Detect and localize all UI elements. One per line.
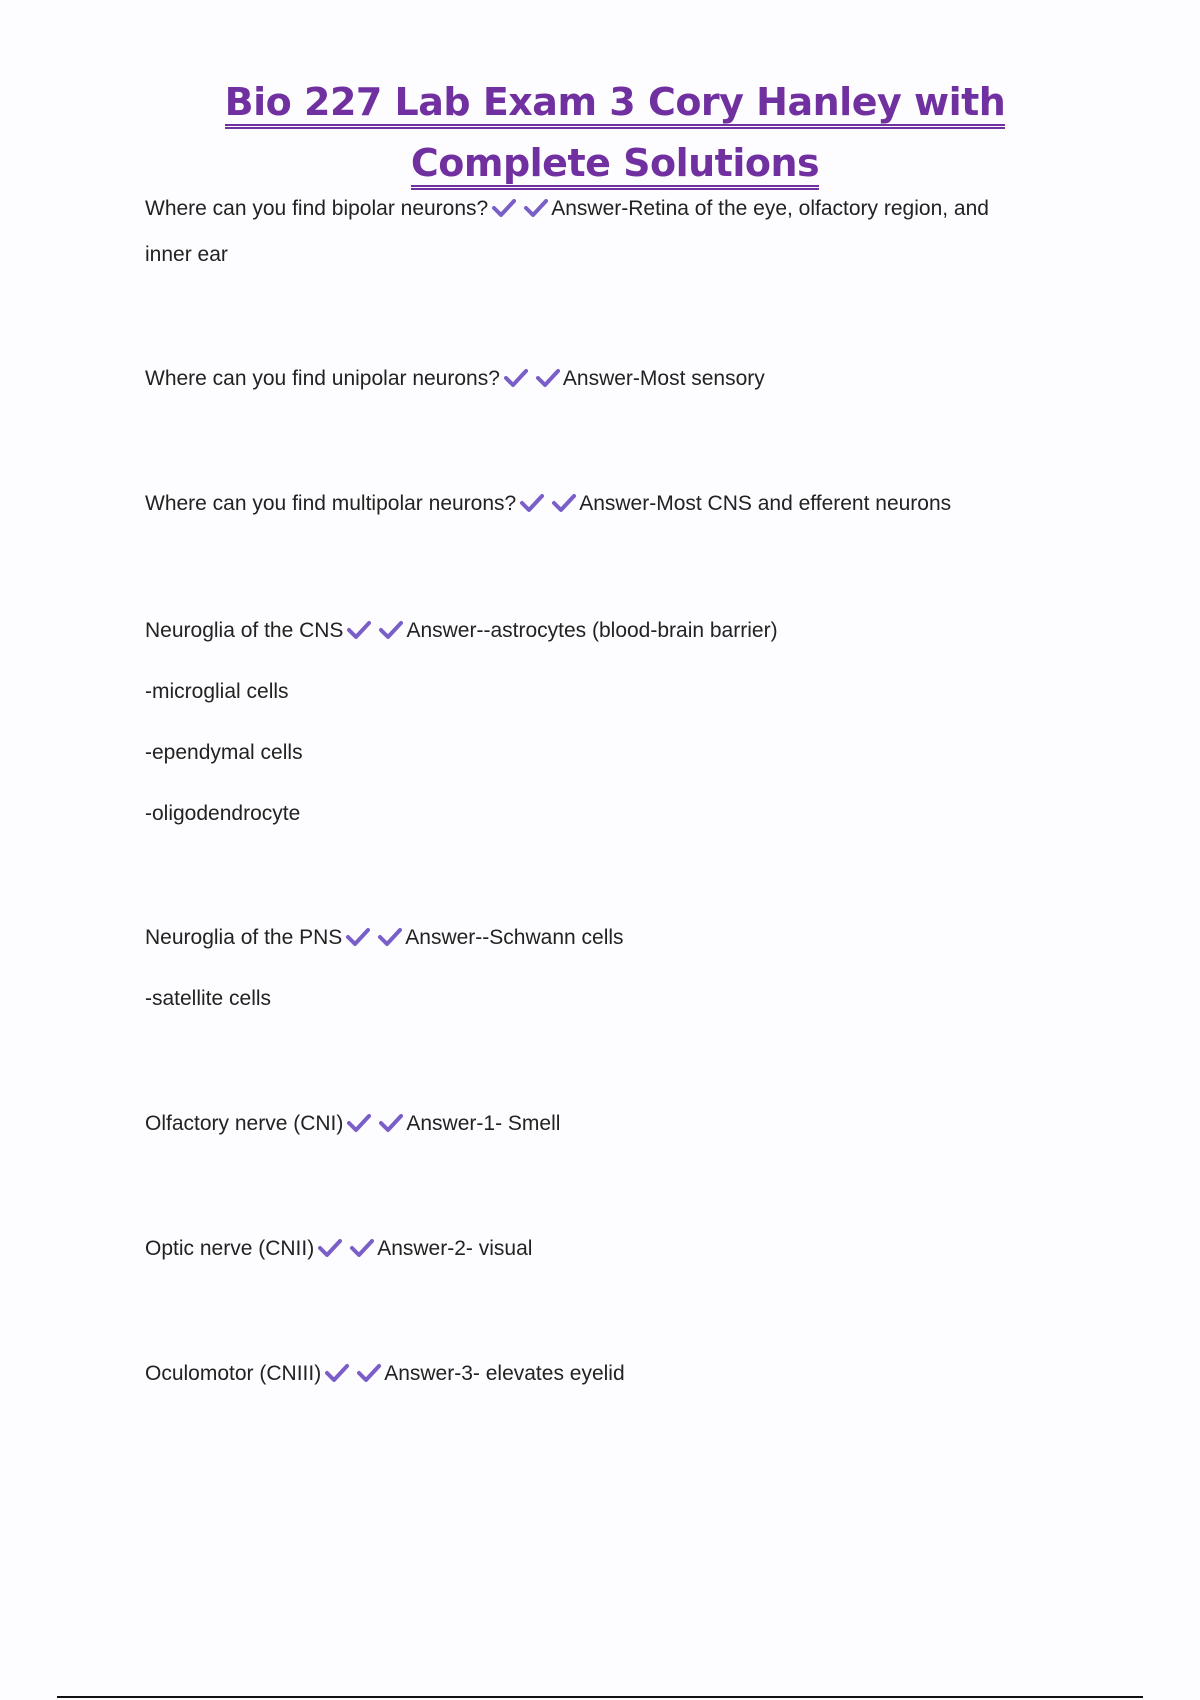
check-icon [350,1238,374,1258]
question-text: Olfactory nerve (CNI) [145,1112,344,1135]
question-text: Oculomotor (CNIII) [145,1362,322,1385]
answer-continuation: -microglial cells [145,680,289,703]
answer-text: Answer-3- elevates eyelid [384,1362,625,1385]
check-icon [504,368,528,388]
qa-item-olfactory-nerve [145,1110,560,1138]
question-text: Where can you find bipolar neurons? [145,197,489,220]
answer-continuation: inner ear [145,243,228,266]
answer-text: Answer-2- visual [377,1237,533,1260]
title-line-2: Complete Solutions [411,141,819,190]
check-icon [379,1113,403,1133]
answer-text: Answer--Schwann cells [405,926,624,949]
answer-text: Answer-Most CNS and efferent neurons [579,492,952,515]
qa-item-neuroglia-pns [145,924,624,952]
footer-rule [57,1696,1143,1698]
qa-item-bipolar [145,195,989,223]
check-icon [346,927,370,947]
qa-item-neuroglia-cns [145,617,778,645]
question-text: Neuroglia of the CNS [145,619,344,642]
qa-item-multipolar [145,490,951,518]
question-text: Optic nerve (CNII) [145,1237,315,1260]
qa-item-oculomotor [145,1360,625,1388]
check-icon [325,1363,349,1383]
check-icon [520,493,544,513]
question-text: Where can you find unipolar neurons? [145,367,500,390]
answer-text: Answer-Most sensory [562,367,765,390]
check-icon [347,1113,371,1133]
check-icon [357,1363,381,1383]
check-icon [347,620,371,640]
check-icon [318,1238,342,1258]
qa-item-optic-nerve [145,1235,532,1263]
document-title [150,72,1080,194]
title-line-1: Bio 227 Lab Exam 3 Cory Hanley with [225,80,1006,129]
answer-text: Answer-1- Smell [406,1112,561,1135]
answer-text: Answer-Retina of the eye, olfactory region, and [551,197,989,220]
check-icon [524,198,548,218]
check-icon [379,620,403,640]
answer-continuation: -satellite cells [145,987,272,1010]
question-text: Where can you find multipolar neurons? [145,492,517,515]
answer-text: Answer--astrocytes (blood-brain barrier) [406,619,778,642]
check-icon [378,927,402,947]
check-icon [536,368,560,388]
check-icon [552,493,576,513]
answer-continuation: -oligodendrocyte [145,802,301,825]
qa-item-unipolar [145,365,765,393]
check-icon [492,198,516,218]
question-text: Neuroglia of the PNS [145,926,343,949]
answer-continuation: -ependymal cells [145,741,303,764]
